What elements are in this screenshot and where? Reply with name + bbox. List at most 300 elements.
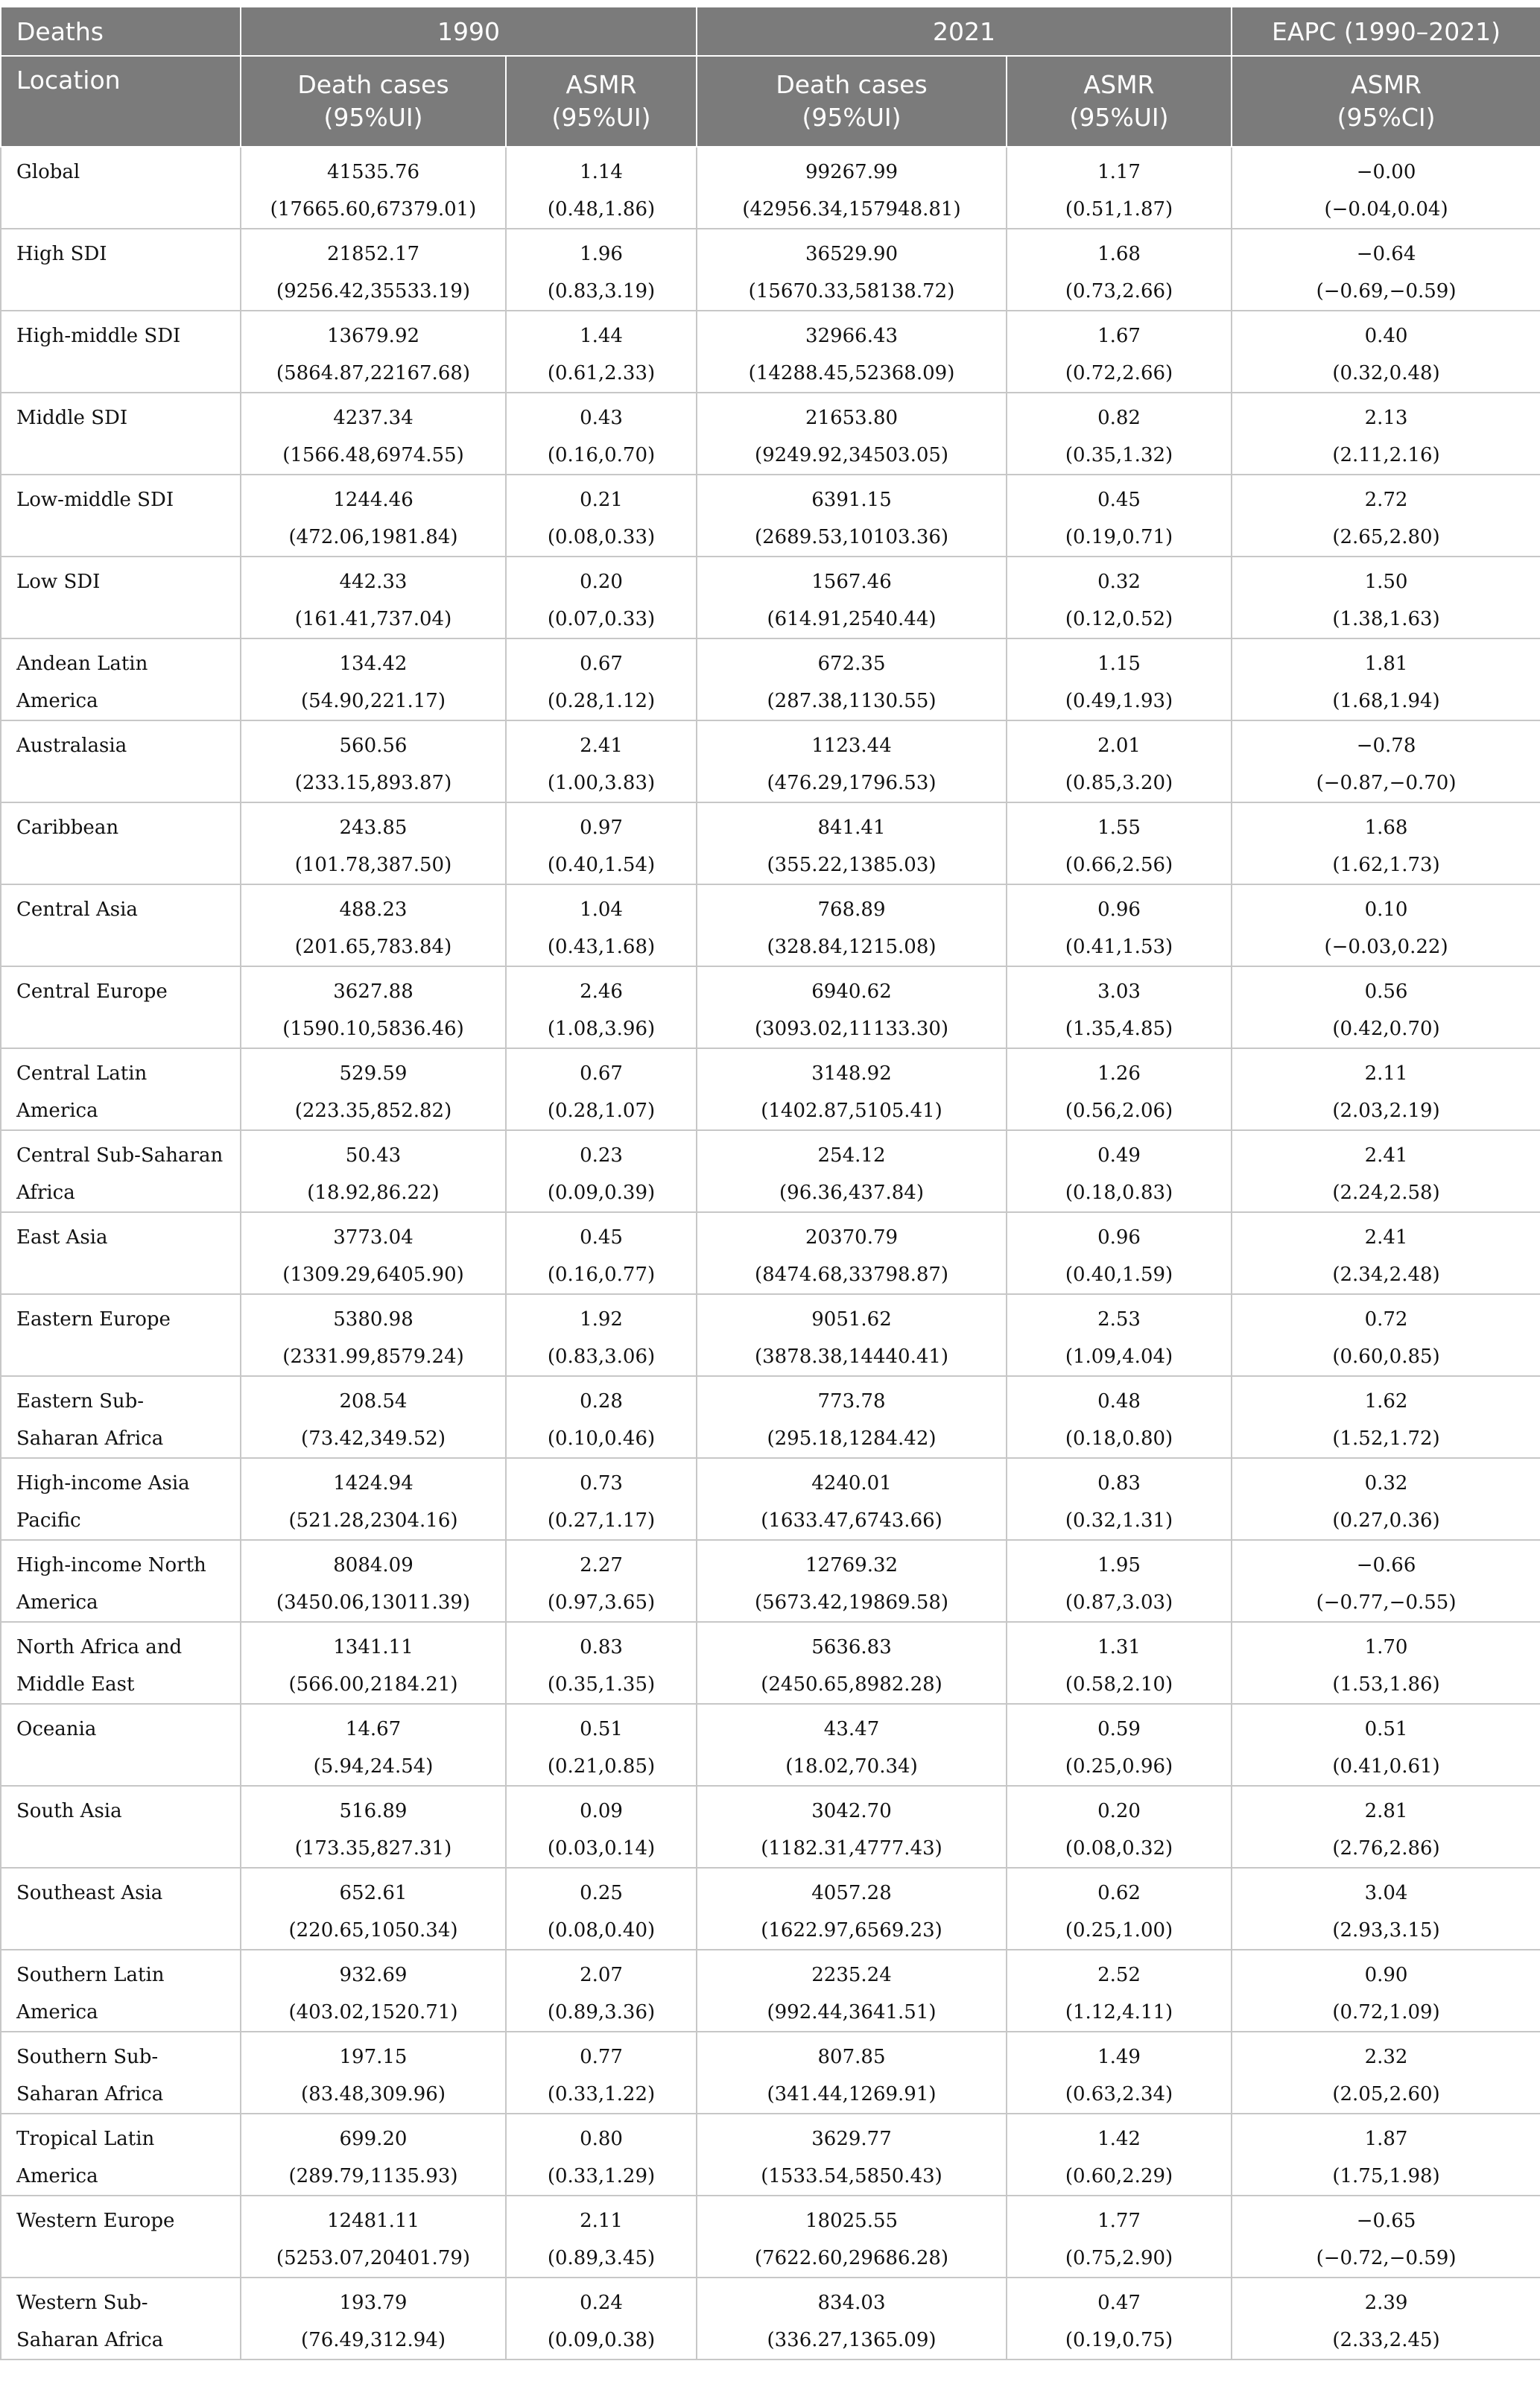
asmr-2021-cell [1007,1868,1232,1950]
death-cases-1990-cell [241,147,506,229]
asmr-2021-value: 0.32 [1097,571,1141,593]
asmr-2021-value: 0.83 [1097,1472,1141,1495]
asmr-1990-cell [506,2114,697,2196]
eapc-asmr-interval: (1.75,1.98) [1332,2165,1440,2187]
death-cases-1990-interval: (5253.07,20401.79) [276,2247,471,2269]
death-cases-1990-cell [241,475,506,557]
eapc-asmr-interval: (1.62,1.73) [1332,854,1440,876]
asmr-1990-value: 0.80 [580,2128,623,2150]
eapc-asmr-interval: (0.41,0.61) [1332,1755,1440,1778]
eapc-asmr-cell [1232,638,1540,720]
asmr-2021-value: 0.49 [1097,1144,1141,1167]
location-cell [1,966,241,1048]
death-cases-2021-value: 254.12 [817,1144,886,1167]
asmr-2021-cell [1007,1622,1232,1704]
death-cases-2021-cell [697,1786,1007,1868]
asmr-1990-interval: (1.00,3.83) [547,772,656,794]
death-cases-1990-value: 197.15 [339,2046,408,2068]
header-asmr-1990: ASMR (95%UI) [506,56,697,147]
asmr-1990-cell [506,1868,697,1950]
death-cases-1990-interval: (220.65,1050.34) [288,1919,458,1942]
location-name: High-middle SDI [16,325,181,347]
death-cases-2021-value: 36529.90 [805,243,899,265]
eapc-asmr-value: 1.70 [1364,1636,1408,1658]
eapc-asmr-interval: (2.11,2.16) [1332,444,1440,466]
eapc-asmr-value: 1.87 [1364,2128,1408,2150]
asmr-1990-interval: (1.08,3.96) [547,1018,656,1040]
location-cell [1,2114,241,2196]
asmr-1990-value: 0.45 [580,1226,623,1249]
death-cases-1990-interval: (5864.87,22167.68) [276,362,471,384]
death-cases-2021-value: 672.35 [817,653,886,675]
death-cases-2021-value: 3629.77 [811,2128,892,2150]
death-cases-1990-cell [241,1786,506,1868]
asmr-2021-cell [1007,557,1232,638]
death-cases-1990-cell [241,2114,506,2196]
asmr-2021-cell [1007,475,1232,557]
eapc-asmr-cell [1232,2278,1540,2359]
death-cases-2021-value: 4057.28 [811,1882,892,1904]
death-cases-2021-cell [697,638,1007,720]
death-cases-2021-interval: (7622.60,29686.28) [754,2247,949,2269]
asmr-1990-interval: (0.40,1.54) [547,854,656,876]
death-cases-1990-cell [241,1212,506,1294]
eapc-asmr-cell [1232,1622,1540,1704]
eapc-asmr-interval: (2.76,2.86) [1332,1837,1440,1860]
asmr-2021-value: 1.68 [1097,243,1141,265]
eapc-asmr-value: 2.72 [1364,489,1408,511]
asmr-2021-interval: (0.51,1.87) [1065,198,1173,221]
asmr-1990-interval: (0.16,0.70) [547,444,656,466]
asmr-1990-cell [506,1294,697,1376]
asmr-1990-interval: (0.28,1.12) [547,690,656,712]
eapc-asmr-interval: (0.32,0.48) [1332,362,1440,384]
eapc-asmr-interval: (2.24,2.58) [1332,1182,1440,1204]
location-cell [1,147,241,229]
table-row [1,1294,1540,1376]
location-name: Southern Sub-Saharan Africa [16,2046,164,2105]
death-cases-1990-interval: (233.15,893.87) [294,772,452,794]
eapc-asmr-value: 0.56 [1364,980,1408,1003]
asmr-1990-cell [506,147,697,229]
death-cases-1990-interval: (173.35,827.31) [294,1837,452,1860]
death-cases-1990-value: 529.59 [339,1062,408,1085]
eapc-asmr-cell [1232,229,1540,311]
eapc-asmr-interval: (2.33,2.45) [1332,2329,1440,2351]
location-name: Andean Latin America [16,653,148,712]
deaths-table [0,6,1540,2360]
location-name: Western Sub-Saharan Africa [16,2292,164,2351]
table-row [1,1130,1540,1212]
death-cases-2021-cell [697,1704,1007,1786]
death-cases-1990-value: 14.67 [345,1718,402,1740]
death-cases-1990-cell [241,557,506,638]
asmr-1990-cell [506,1048,697,1130]
death-cases-1990-value: 243.85 [339,817,408,839]
death-cases-2021-interval: (992.44,3641.51) [767,2001,937,2023]
asmr-2021-interval: (0.87,3.03) [1065,1591,1173,1614]
death-cases-2021-interval: (1622.97,6569.23) [761,1919,942,1942]
eapc-asmr-cell [1232,1294,1540,1376]
asmr-1990-cell [506,966,697,1048]
table-row [1,1458,1540,1540]
asmr-1990-interval: (0.97,3.65) [547,1591,656,1614]
death-cases-2021-cell [697,1458,1007,1540]
location-cell [1,1868,241,1950]
eapc-asmr-interval: (0.27,0.36) [1332,1509,1440,1532]
asmr-2021-interval: (0.35,1.32) [1065,444,1173,466]
death-cases-2021-value: 6391.15 [811,489,892,511]
death-cases-2021-cell [697,311,1007,393]
death-cases-2021-value: 6940.62 [811,980,892,1003]
table-row [1,1048,1540,1130]
death-cases-2021-value: 1123.44 [811,735,892,757]
asmr-2021-interval: (0.66,2.56) [1065,854,1173,876]
death-cases-2021-cell [697,802,1007,884]
table-row [1,966,1540,1048]
death-cases-2021-interval: (1402.87,5105.41) [761,1100,942,1122]
death-cases-2021-value: 2235.24 [811,1964,892,1986]
header-death-cases-1990: Death cases (95%UI) [241,56,506,147]
eapc-asmr-interval: (−0.72,−0.59) [1316,2247,1457,2269]
death-cases-2021-cell [697,1622,1007,1704]
location-name: High-income Asia Pacific [16,1472,190,1532]
death-cases-2021-value: 768.89 [817,898,886,921]
eapc-asmr-cell [1232,1458,1540,1540]
header-asmr-2021: ASMR (95%UI) [1007,56,1232,147]
asmr-1990-value: 0.23 [580,1144,623,1167]
location-cell [1,229,241,311]
asmr-1990-value: 2.46 [580,980,623,1003]
asmr-2021-value: 0.96 [1097,1226,1141,1249]
asmr-1990-value: 1.44 [580,325,623,347]
asmr-1990-interval: (0.48,1.86) [547,198,656,221]
eapc-asmr-interval: (2.93,3.15) [1332,1919,1440,1942]
asmr-2021-cell [1007,1294,1232,1376]
asmr-1990-cell [506,2196,697,2278]
location-name: Caribbean [16,817,119,839]
table-row [1,1868,1540,1950]
eapc-asmr-cell [1232,802,1540,884]
asmr-1990-value: 0.83 [580,1636,623,1658]
death-cases-1990-cell [241,393,506,475]
eapc-asmr-value: 2.41 [1364,1226,1408,1249]
death-cases-1990-value: 560.56 [339,735,408,757]
death-cases-1990-interval: (76.49,312.94) [301,2329,446,2351]
table-row [1,393,1540,475]
death-cases-1990-value: 208.54 [339,1390,408,1413]
asmr-2021-interval: (0.75,2.90) [1065,2247,1173,2269]
eapc-asmr-value: 1.50 [1364,571,1408,593]
asmr-2021-interval: (0.73,2.66) [1065,280,1173,302]
eapc-asmr-cell [1232,2196,1540,2278]
death-cases-2021-interval: (328.84,1215.08) [767,936,937,958]
asmr-1990-interval: (0.89,3.45) [547,2247,656,2269]
asmr-2021-value: 0.59 [1097,1718,1141,1740]
death-cases-1990-cell [241,1376,506,1458]
death-cases-1990-interval: (521.28,2304.16) [288,1509,458,1532]
death-cases-1990-interval: (201.65,783.84) [294,936,452,958]
asmr-2021-value: 1.15 [1097,653,1141,675]
asmr-2021-value: 1.67 [1097,325,1141,347]
death-cases-1990-interval: (2331.99,8579.24) [282,1346,464,1368]
death-cases-2021-cell [697,229,1007,311]
asmr-2021-interval: (0.63,2.34) [1065,2083,1173,2105]
asmr-1990-cell [506,1376,697,1458]
death-cases-2021-interval: (341.44,1269.91) [767,2083,937,2105]
eapc-asmr-cell [1232,1048,1540,1130]
death-cases-1990-cell [241,2278,506,2359]
death-cases-2021-value: 834.03 [817,2292,886,2314]
asmr-2021-interval: (1.35,4.85) [1065,1018,1173,1040]
death-cases-2021-cell [697,2032,1007,2114]
location-cell [1,1540,241,1622]
table-row [1,557,1540,638]
header-row-years [1,7,1540,56]
asmr-1990-value: 2.11 [580,2210,623,2232]
death-cases-1990-cell [241,1950,506,2032]
location-name: Central Latin America [16,1062,148,1122]
asmr-1990-value: 0.21 [580,489,623,511]
death-cases-2021-value: 4240.01 [811,1472,892,1495]
asmr-2021-interval: (0.56,2.06) [1065,1100,1173,1122]
location-cell [1,1376,241,1458]
asmr-1990-value: 2.07 [580,1964,623,1986]
eapc-asmr-value: −0.00 [1356,161,1416,183]
death-cases-2021-interval: (2450.65,8982.28) [761,1673,942,1696]
death-cases-1990-cell [241,1048,506,1130]
eapc-asmr-value: 2.39 [1364,2292,1408,2314]
header-asmr-eapc: ASMR (95%CI) [1232,56,1540,147]
location-cell [1,2278,241,2359]
asmr-2021-interval: (0.41,1.53) [1065,936,1173,958]
asmr-2021-value: 1.95 [1097,1554,1141,1576]
location-name: Central Sub-Saharan Africa [16,1144,224,1204]
eapc-asmr-value: 0.72 [1364,1308,1408,1331]
death-cases-2021-cell [697,2114,1007,2196]
death-cases-1990-interval: (566.00,2184.21) [288,1673,458,1696]
death-cases-1990-value: 8084.09 [333,1554,413,1576]
eapc-asmr-cell [1232,393,1540,475]
death-cases-2021-cell [697,720,1007,802]
table-row [1,1376,1540,1458]
asmr-2021-cell [1007,802,1232,884]
location-cell [1,884,241,966]
asmr-2021-cell [1007,1704,1232,1786]
table-row [1,1786,1540,1868]
asmr-1990-cell [506,1622,697,1704]
table-row [1,2278,1540,2359]
asmr-1990-value: 0.43 [580,407,623,429]
death-cases-1990-interval: (101.78,387.50) [294,854,452,876]
eapc-asmr-interval: (2.03,2.19) [1332,1100,1440,1122]
death-cases-1990-value: 12481.11 [326,2210,420,2232]
asmr-1990-cell [506,884,697,966]
asmr-1990-value: 1.96 [580,243,623,265]
death-cases-1990-cell [241,638,506,720]
death-cases-1990-value: 442.33 [339,571,408,593]
death-cases-2021-interval: (476.29,1796.53) [767,772,937,794]
location-name: Central Asia [16,898,138,921]
header-year-1990: 1990 [241,7,697,56]
asmr-1990-value: 0.25 [580,1882,623,1904]
eapc-asmr-cell [1232,884,1540,966]
location-name: Southeast Asia [16,1882,163,1904]
asmr-2021-interval: (0.19,0.71) [1065,526,1173,548]
eapc-asmr-cell [1232,1704,1540,1786]
header-location: Location [1,56,241,147]
eapc-asmr-value: 2.32 [1364,2046,1408,2068]
asmr-1990-value: 0.51 [580,1718,623,1740]
table-row [1,1622,1540,1704]
asmr-1990-interval: (0.35,1.35) [547,1673,656,1696]
asmr-1990-value: 0.67 [580,653,623,675]
asmr-2021-cell [1007,1048,1232,1130]
death-cases-1990-interval: (9256.42,35533.19) [276,280,471,302]
location-cell [1,1458,241,1540]
asmr-2021-value: 0.48 [1097,1390,1141,1413]
asmr-1990-interval: (0.33,1.29) [547,2165,656,2187]
asmr-1990-interval: (0.03,0.14) [547,1837,656,1860]
asmr-2021-interval: (0.19,0.75) [1065,2329,1173,2351]
asmr-1990-cell [506,720,697,802]
asmr-1990-value: 2.27 [580,1554,623,1576]
asmr-1990-interval: (0.21,0.85) [547,1755,656,1778]
asmr-2021-value: 1.77 [1097,2210,1141,2232]
eapc-asmr-cell [1232,1786,1540,1868]
death-cases-2021-value: 9051.62 [811,1308,892,1331]
death-cases-1990-cell [241,884,506,966]
asmr-2021-value: 0.45 [1097,489,1141,511]
death-cases-1990-interval: (73.42,349.52) [301,1427,446,1450]
eapc-asmr-value: 2.41 [1364,1144,1408,1167]
death-cases-2021-cell [697,1376,1007,1458]
death-cases-2021-cell [697,147,1007,229]
location-cell [1,1212,241,1294]
table-header [1,7,1540,147]
death-cases-1990-interval: (223.35,852.82) [294,1100,452,1122]
location-name: Eastern Sub-Saharan Africa [16,1390,164,1450]
eapc-asmr-value: 0.10 [1364,898,1408,921]
location-cell [1,2196,241,2278]
eapc-asmr-interval: (2.65,2.80) [1332,526,1440,548]
asmr-2021-value: 1.26 [1097,1062,1141,1085]
location-name: Middle SDI [16,407,128,429]
asmr-2021-interval: (0.18,0.80) [1065,1427,1173,1450]
death-cases-1990-interval: (403.02,1520.71) [288,2001,458,2023]
asmr-1990-value: 0.77 [580,2046,623,2068]
eapc-asmr-cell [1232,1376,1540,1458]
eapc-asmr-cell [1232,1950,1540,2032]
death-cases-1990-cell [241,1130,506,1212]
asmr-2021-value: 1.42 [1097,2128,1141,2150]
death-cases-1990-cell [241,720,506,802]
eapc-asmr-value: 2.13 [1364,407,1408,429]
asmr-2021-cell [1007,1212,1232,1294]
asmr-1990-interval: (0.43,1.68) [547,936,656,958]
asmr-1990-interval: (0.10,0.46) [547,1427,656,1450]
death-cases-1990-cell [241,1540,506,1622]
death-cases-2021-interval: (295.18,1284.42) [767,1427,937,1450]
eapc-asmr-interval: (−0.69,−0.59) [1316,280,1457,302]
location-name: Low SDI [16,571,101,593]
death-cases-2021-value: 12769.32 [805,1554,899,1576]
eapc-asmr-interval: (1.53,1.86) [1332,1673,1440,1696]
asmr-1990-value: 0.73 [580,1472,623,1495]
asmr-2021-interval: (0.72,2.66) [1065,362,1173,384]
location-cell [1,311,241,393]
death-cases-2021-cell [697,1868,1007,1950]
death-cases-1990-value: 50.43 [345,1144,402,1167]
death-cases-1990-interval: (17665.60,67379.01) [270,198,477,221]
location-cell [1,1786,241,1868]
death-cases-1990-cell [241,966,506,1048]
death-cases-2021-interval: (3878.38,14440.41) [754,1346,949,1368]
asmr-1990-cell [506,1458,697,1540]
death-cases-2021-value: 99267.99 [805,161,899,183]
death-cases-2021-cell [697,1950,1007,2032]
asmr-2021-value: 1.31 [1097,1636,1141,1658]
asmr-1990-value: 0.09 [580,1800,623,1822]
table-body [1,147,1540,2359]
death-cases-1990-cell [241,1704,506,1786]
death-cases-2021-interval: (5673.42,19869.58) [754,1591,949,1614]
asmr-1990-cell [506,1212,697,1294]
eapc-asmr-cell [1232,1212,1540,1294]
death-cases-1990-interval: (3450.06,13011.39) [276,1591,471,1614]
table-row [1,311,1540,393]
asmr-1990-cell [506,638,697,720]
eapc-asmr-value: 3.04 [1364,1882,1408,1904]
eapc-asmr-value: 2.11 [1364,1062,1408,1085]
asmr-1990-value: 0.67 [580,1062,623,1085]
asmr-2021-value: 0.82 [1097,407,1141,429]
death-cases-1990-cell [241,1622,506,1704]
eapc-asmr-value: 1.81 [1364,653,1408,675]
asmr-2021-value: 1.55 [1097,817,1141,839]
asmr-1990-interval: (0.83,3.19) [547,280,656,302]
asmr-1990-interval: (0.89,3.36) [547,2001,656,2023]
asmr-2021-interval: (0.18,0.83) [1065,1182,1173,1204]
location-name: Oceania [16,1718,97,1740]
death-cases-1990-cell [241,2032,506,2114]
table-row [1,2032,1540,2114]
death-cases-1990-value: 1424.94 [333,1472,413,1495]
asmr-2021-interval: (0.60,2.29) [1065,2165,1173,2187]
eapc-asmr-interval: (2.05,2.60) [1332,2083,1440,2105]
asmr-2021-interval: (0.25,0.96) [1065,1755,1173,1778]
death-cases-2021-cell [697,557,1007,638]
asmr-1990-cell [506,475,697,557]
header-eapc: EAPC (1990–2021) [1232,7,1540,56]
death-cases-2021-cell [697,393,1007,475]
asmr-1990-cell [506,1950,697,2032]
asmr-2021-cell [1007,2196,1232,2278]
death-cases-2021-value: 807.85 [817,2046,886,2068]
death-cases-1990-cell [241,311,506,393]
location-cell [1,802,241,884]
death-cases-2021-cell [697,475,1007,557]
asmr-2021-cell [1007,1376,1232,1458]
asmr-2021-value: 3.03 [1097,980,1141,1003]
death-cases-1990-value: 193.79 [339,2292,408,2314]
asmr-1990-value: 0.20 [580,571,623,593]
table-wrapper [0,6,1540,2360]
location-cell [1,1622,241,1704]
death-cases-2021-value: 1567.46 [811,571,892,593]
eapc-asmr-value: −0.66 [1356,1554,1416,1576]
death-cases-2021-interval: (287.38,1130.55) [767,690,937,712]
